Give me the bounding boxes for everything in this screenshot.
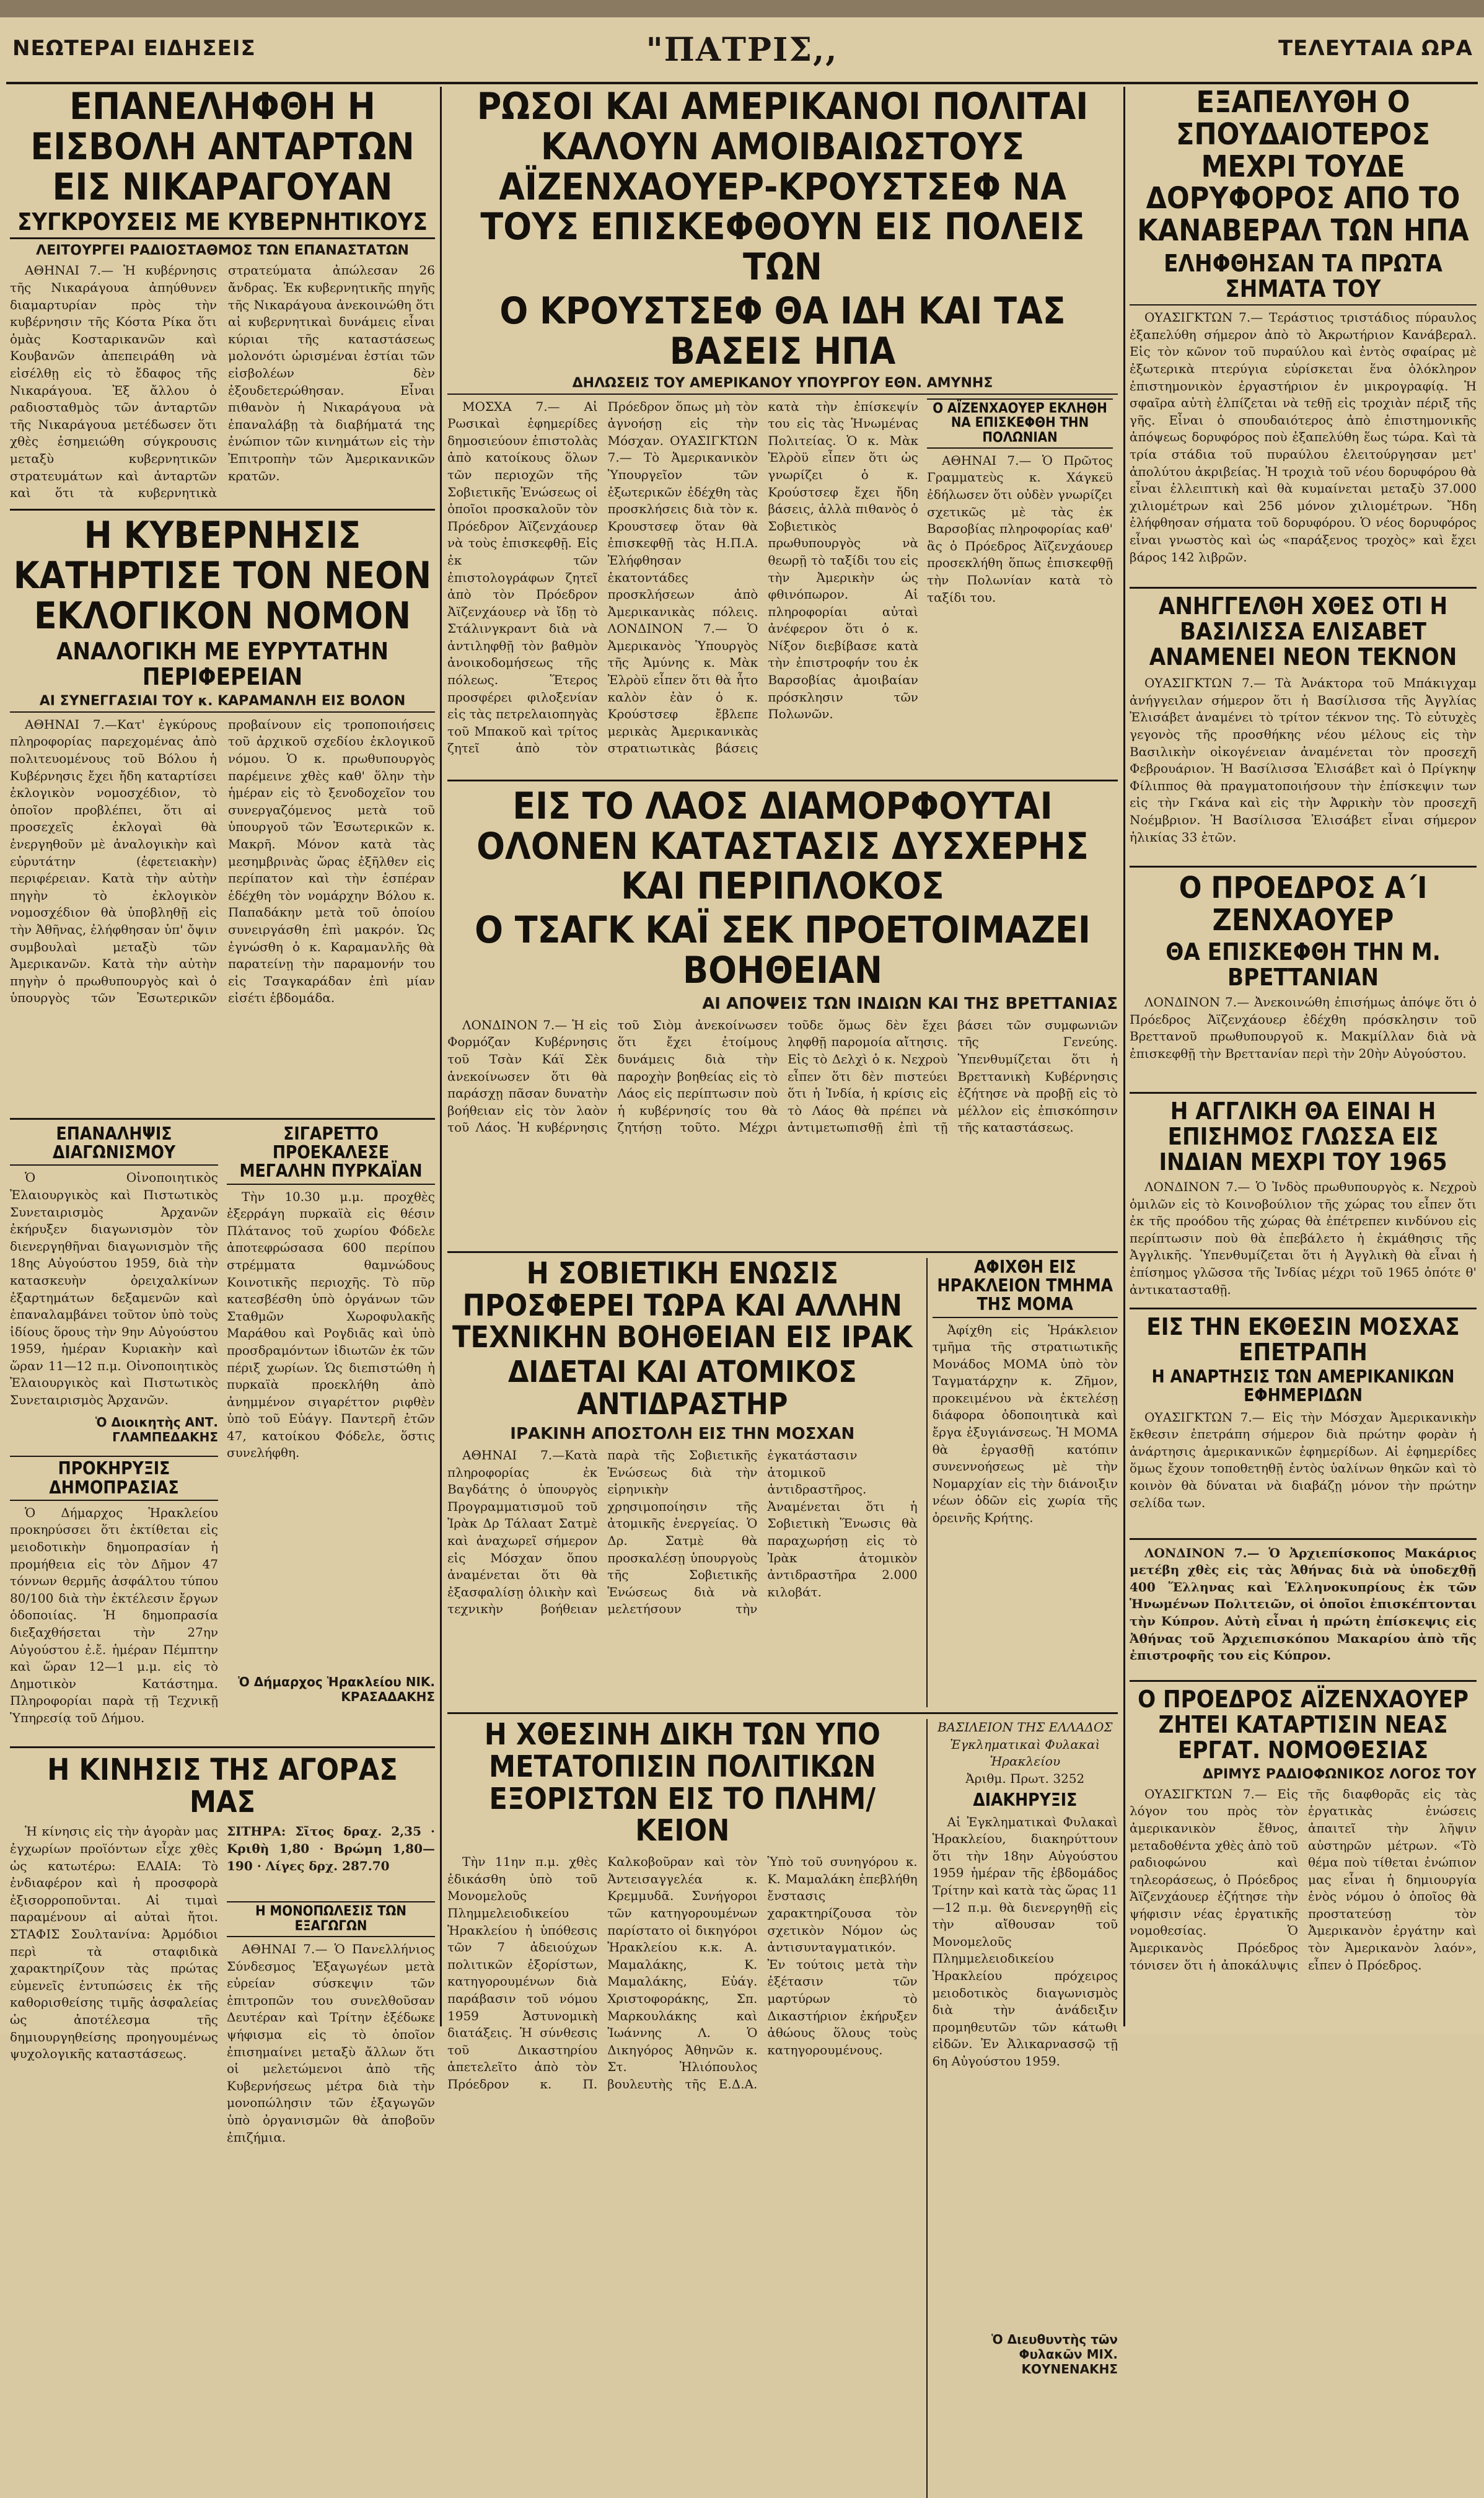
article-text: Αἱ Ἐγκληματικαὶ Φυλακαὶ Ἡρακλείου, διακηρύττουν ὅτι τὴν 18ην Αὐγούστου 1959 ἡμέραν τῆς ἑβδομάδος Τρίτην καὶ κατὰ τὰς ὥρας 11—12 π.μ. θὰ διενεργηθῇ εἰς τὴν αἴθουσαν τοῦ Μονομελοῦς Πλημμελειοδικείου Ἡρακλείου πρόχειρος μειοδοτικὸς διαγωνισμὸς διὰ τὴν ἀνάδειξιν προμηθευτῶν τῶν κάτωθι εἰδῶν. Ἐν Ἀλικαρνασσῷ τῇ 6η Αὐγούστου 1959. — [932, 1814, 1118, 2069]
article-satellite — [1130, 87, 1477, 582]
headline: Ο ΠΡΟΕΔΡΟΣ ΑΪΖΕΝΧΑΟΥΕΡ ΖΗΤΕΙ ΚΑΤΑΡΤΙΣΙΝ ΝΕΑΣ ΕΡΓΑΤ. ΝΟΜΟΘΕΣΙΑΣ — [1138, 1685, 1469, 1764]
masthead — [0, 17, 1484, 92]
subheadline: ΑΝΑΛΟΓΙΚΗ ΜΕ ΕΥΡΥΤΑΤΗΝ ΠΕΡΙΦΕΡΕΙΑΝ — [56, 637, 389, 690]
article-body — [447, 398, 918, 764]
left-column — [10, 85, 435, 2145]
article-text: ΜΟΣΧΑ 7.— Αἱ Ρωσικαὶ ἐφημερίδες δημοσιεύουν ἐπιστολὰς ἀπὸ κατοίκους ὅλων τῶν περιοχῶν τῆς Σοβιετικῆς Ἑνώσεως οἱ ὁποῖοι προσκαλοῦν τὸν Πρόεδρον Ἀϊζενχάουερ νὰ τοὺς ἐπισκεφθῇ. Εἰς ἐκ τῶν ἐπιστολογράφων ζητεῖ ἀπὸ τὸν Πρόεδρον Ἀϊζενχάουερ νὰ ἴδῃ τὸ Στάλινγκραντ διὰ νὰ ἀντιληφθῇ τὸν βαθμὸν ἀνοικοδομήσεως τῆς πόλεως. Ἕτερος προσφέρει φιλοξενίαν εἰς τὰς πετρελαιοπηγὰς τοῦ Μπακοῦ καὶ τρίτος ζητεῖ ἀπὸ τὸν Πρόεδρον ὅπως μὴ τὸν ἀγνοήσῃ εἰς τὴν Μόσχαν. ΟΥΑΣΙΓΚΤΩΝ 7.— Τὸ Ἀμερικανικὸν Ὑπουργεῖον τῶν ἐξωτερικῶν ἐδέχθη τὰς προσκλήσεις διὰ τὸν κ. Κρουστσεφ ὅταν θὰ ἐπισκεφθῇ τὰς Η.Π.Α. Ἐλήφθησαν ἑκατοντάδες προσκλήσεων ἀπὸ Ἀμερικανικὰς πόλεις. ΛΟΝΔΙΝΟΝ 7.— Ὁ Ἀμερικανὸς Ὑπουργὸς τῆς Ἀμύνης κ. Μὰκ Ἐλρὸϋ εἶπεν ὅτι θὰ ἦτο καλὸν ἐὰν ὁ κ. Κρούστσεφ ἔβλεπε μερικὰς Ἀμερικανικὰς στρατιωτικὰς βάσεις κατὰ τὴν ἐπίσκεψίν του εἰς τὰς Ἡνωμένας Πολιτείας. Ὁ κ. Μὰκ Ἐλρὸϋ εἶπεν ὅτι ὡς γνωρίζει ὁ κ. Κρούστσεφ ἔχει ἤδη βάσεις, ἀλλὰ πιθανὸς ὁ Σοβιετικὸς πρωθυπουργὸς νὰ θεωρῇ τὸ ταξίδι του εἰς τὴν Ἀμερικὴν ὡς φθινόπωρον. Αἱ πληροφορίαι αὐταὶ ἀνέφερον ὅτι ὁ κ. Νίξον διεβίβασε κατὰ τὴν ἐπιστροφήν του ἐκ Βαρσοβίας ἀμοιβαίαν πρόσκλησιν τῶν Πολωνῶν. — [447, 398, 918, 756]
subheadline: Η ΑΝΑΡΤΗΣΙΣ ΤΩΝ ΑΜΕΡΙΚΑΝΙΚΩΝ ΕΦΗΜΕΡΙΔΩΝ — [1151, 1366, 1455, 1406]
article-text: ΑΘΗΝΑΙ 7.— Ὁ Πρῶτος Γραμματεὺς κ. Χάγκεϋ ἐδήλωσεν ὅτι οὐδὲν γνωρίζει σχετικῶς μὲ τὰς ἐκ Βαρσοβίας πληροφορίας καθ' ἃς ὁ Πρόεδρος Ἀϊζενχάουερ προσεκλήθη ὅπως ἐπισκεφθῇ τὴν Πολωνίαν κατὰ τὸ ταξίδι του. — [927, 452, 1113, 605]
notice-fire — [227, 1125, 435, 1740]
signature: Ὁ Διευθυντὴς τῶν Φυλακῶν ΜΙΧ. ΚΟΥΝΕΝΑΚΗΣ — [991, 2331, 1118, 2377]
section-rule — [10, 1118, 435, 1120]
article-iraq — [447, 1258, 918, 1707]
article-body — [933, 1322, 1118, 1632]
trial-row — [447, 1719, 1118, 2498]
article-body — [447, 1447, 918, 1707]
article-body — [1130, 994, 1477, 1087]
article-text: Ὁ Δήμαρχος Ἡρακλείου προκηρύσσει ὅτι ἐκτίθεται εἰς μειοδοτικὴν δημοπρασίαν ἡ προμήθεια εἰς τὸν Δῆμον 47 τόννων θερμῆς ἀσφάλτου τύπου 80/100 διὰ τὴν ἐκτέλεσιν ἔργων ὁδοποιίας. Ἡ δημοπρασία διεξαχθήσεται τὴν 27ην Αὐγούστου ἐ.ἔ. ἡμέραν Πέμπτην καὶ ὥραν 12—1 μ.μ. εἰς τὸ Δημοτικὸν Κατάστημα. Πληροφορίαι παρὰ τῇ Τεχνικῇ Ὑπηρεσίᾳ τοῦ Δήμου. — [10, 1505, 218, 1725]
section-rule — [447, 1251, 1118, 1253]
article-body — [10, 1823, 218, 2257]
article-text: ΛΟΝΔΙΝΟΝ 7.— Ὁ Ἰνδὸς πρωθυπουργὸς κ. Νεχροὺ ὁμιλῶν εἰς τὸ Κοινοβούλιον τῆς χώρας του εἶπεν ὅτι ἐκ τῆς προόδου τῆς χώρας θὰ ἐπέτρεπεν κινδύνου εἰς περίπτωσιν ποὺ θὰ ἐπεβάλετο ἡ ἐκμάθησις τῆς Ἀγγλικῆς. Ὑπενθυμίζεται ὅτι ἡ Ἀγγλικὴ θὰ εἶναι ἡ ἐπίσημος γλῶσσα τῆς Ἰνδίας μέχρι τοῦ 1965 ὁπότε θ' ἀντικατασταθῇ. — [1130, 1179, 1477, 1297]
iraq-row — [447, 1258, 1118, 1707]
section-rule — [1130, 1680, 1477, 1682]
small-notices-row — [10, 1125, 435, 1740]
notice-prison — [926, 1719, 1118, 2498]
page-top-edge — [0, 0, 1484, 17]
headline: ΑΦΙΧΘΗ ΕΙΣ ΗΡΑΚΛΕΙΟΝ ΤΜΗΜΑ ΤΗΣ ΜΟΜΑ — [933, 1258, 1118, 1318]
section-rule — [10, 1746, 435, 1748]
headline: ΕΠΑΝΕΛΗΦΘΗ Η ΕΙΣΒΟΛΗ ΑΝΤΑΡΤΩΝ ΕΙΣ ΝΙΚΑΡΑΓΟΥΑΝ — [30, 85, 415, 209]
headline: Η ΑΓΓΛΙΚΗ ΘΑ ΕΙΝΑΙ Η ΕΠΙΣΗΜΟΣ ΓΛΩΣΣΑ ΕΙΣ ΙΝΔΙΑΝ ΜΕΧΡΙ ΤΟΥ 1965 — [1159, 1097, 1447, 1176]
article-body — [1130, 1545, 1477, 1675]
market-right — [227, 1823, 435, 2276]
article-text: Ὁ Οἰνοποιητικὸς Ἐλαιουργικὸς καὶ Πιστωτικὸς Συνεταιρισμὸς Ἀρχανῶν ἐκήρυξεν διαγωνισμὸν τὸν διενεργηθῆναι διαγωνισμὸν τῆς 18ης Αὐγούστου 1959, διὰ τὴν κατασκευὴν ὀρειχαλκίνων ἐξαρτημάτων δεξαμενῶν καὶ ἐπαναλαμβάνει τοῦτον ὑπὸ τοὺς ἰδίους ὅρους τὴν 9ην Αὐγούστου 1959, ἡμέραν Κυριακὴν καὶ ὥραν 11—12 π.μ. Οἰνοποιητικὸς Ἐλαιουργικὸς καὶ Πιστωτικὸς Συνεταιρισμὸς Ἀρχανῶν. — [10, 1170, 218, 1408]
section-rule — [10, 509, 435, 511]
article-text: ΛΟΝΔΙΝΟΝ 7.— Ἀνεκοινώθη ἐπισήμως ἀπόψε ὅτι ὁ Πρόεδρος Ἀϊζενχάουερ ἐδέχθη πρόσκλησιν τοῦ Βρεττανοῦ πρωθυπουργοῦ κ. Μακμίλλαν διὰ νὰ ἐπισκεφθῇ τὴν Βρεττανίαν περὶ τὴν 20ὴν Αὐγούστου. — [1130, 995, 1477, 1061]
sidebar-moma — [926, 1258, 1118, 1707]
column-rule — [440, 87, 442, 2026]
right-column — [1130, 87, 1477, 2030]
article-body — [10, 1505, 218, 1740]
article-body — [10, 262, 435, 504]
sidebar-poland — [927, 398, 1113, 775]
section-rule — [1130, 1538, 1477, 1540]
article-body — [447, 1017, 1118, 1246]
article-body — [1130, 1786, 1477, 2133]
signature: Ὁ Δήμαρχος Ἡρακλείου ΝΙΚ. ΚΡΑΣΑΔΑΚΗΣ — [238, 1674, 435, 1704]
article-body — [1130, 1179, 1477, 1303]
dek: ΔΗΛΩΣΕΙΣ ΤΟΥ ΑΜΕΡΙΚΑΝΟΥ ΥΠΟΥΡΓΟΥ ΕΘΝ. ΑΜΥΝΗΣ — [447, 376, 1118, 395]
article-text: Τὴν 11ην π.μ. χθὲς ἐδικάσθη ὑπὸ τοῦ Μονομελοῦς Πλημμελειοδικείου Ἡρακλείου ἡ ὑπόθεσις τῶν 7 ἀδειούχων πολιτικῶν ἐξορίστων, κατηγορουμένων διὰ παράβασιν τοῦ νόμου 1959 Ἀστυνομικὴ διατάξεις. Ἡ σύνθεσις τοῦ Δικαστηρίου ἀπετελεῖτο ἀπὸ τὸν Πρόεδρον κ. Π. Καλκοβοῦραν καὶ τὸν Ἀντεισαγγελέα κ. Κρεμμυδᾶ. Συνήγοροι τῶν κατηγορουμένων παρίστατο οἱ δικηγόροι Ἡρακλείου κ.κ. Α. Μαμαλάκης, Κ. Μαμαλάκης, Εὐάγ. Χριστοφοράκης, Σπ. Μαρκουλάκης καὶ Ἰωάννης Λ. Ὁ Δικηγόρος Ἀθηνῶν κ. Στ. Ἠλιόπουλος βουλευτὴς τῆς Ε.Δ.Α. Ὑπὸ τοῦ συνηγόρου κ. Κ. Μαμαλάκη ἐπεβλήθη ἔνστασις χαρακτηρίζουσα τὸν σχετικὸν Νόμον ὡς ἀντισυνταγματικόν. Ἐν τούτοις μετὰ τὴν ἐξέτασιν τῶν μαρτύρων τὸ Δικαστήριον ἐκήρυξεν ἀθώους ὅλους τοὺς κατηγορουμένους. — [447, 1854, 918, 2091]
article-text: Ἡ κίνησις εἰς τὴν ἀγορὰν μας ἐγχωρίων προϊόντων εἶχε χθὲς ὡς κατωτέρω: ΕΛΑΙΑ: Τὸ ἐνδιαφέρον καὶ ἡ προσφορὰ ἐξισορροποῦνται. Αἱ τιμαὶ παραμένουν αἱ αὐταὶ ἤτοι. ΣΤΑΦΙΣ Σουλτανίνα: Ἀρμόδιοι περὶ τὰ σταφιδικὰ χαρακτηρίζουν τὰς πρώτας εὐμενεῖς ἐντυπώσεις ἐκ τῆς καθορισθείσης τιμῆς ἀσφαλείας ὡς ἀποτέλεσμα τῆς δημιουργηθείσης προηγουμένως ψυχολογικῆς καταστάσεως. — [10, 1824, 218, 2062]
section-rule — [447, 1712, 1118, 1714]
article-text: ΟΥΑΣΙΓΚΤΩΝ 7.— Εἰς λόγον του πρὸς τὸν ἀμερικανικὸν ἔθνος, μεταδοθέντα χθὲς ἀπὸ τοῦ ραδιοφώνου καὶ τηλεοράσεως, ὁ Πρόεδρος Ἀϊζενχάουερ ἐζήτησε τὴν ψήφισιν νέας ἐργατικῆς νομοθεσίας. Ὁ Ἀμερικανὸς Πρόεδρος τόνισεν ὅτι ἡ ἀποκάλυψις τῆς διαφθορᾶς εἰς τὰς ἐργατικὰς ἑνώσεις ἀπαιτεῖ τὴν λῆψιν αὐστηρῶν μέτρων. «Τὸ θέμα ποὺ τίθεται ἐνώπιον μας εἶναι ἡ δημιουργία ἑνὸς νόμου ὁ ὁποῖος θὰ προστατεύσῃ τὸν Ἀμερικανὸν ἐργάτην καὶ τὸν Ἀμερικανὸν λαόν», εἶπεν ὁ Πρόεδρος. — [1130, 1786, 1477, 1972]
headline: ΡΩΣΟΙ ΚΑΙ ΑΜΕΡΙΚΑΝΟΙ ΠΟΛΙΤΑΙ ΚΑΛΟΥΝ ΑΜΟΙΒΑΙΩΣΤΟΥΣ ΑΪΖΕΝΧΑΟΥΕΡ-ΚΡΟΥΣΤΣΕΦ ΝΑ ΤΟΥΣ ΕΠΙΣΚΕΦΘΟΥΝ ΕΙΣ ΠΟΛΕΙΣ ΤΩΝ — [476, 85, 1089, 289]
article-market — [10, 1754, 435, 2276]
dek: ΙΡΑΚΙΝΗ ΑΠΟΣΤΟΛΗ ΕΙΣ ΤΗΝ ΜΟΣΧΑΝ — [510, 1424, 855, 1443]
dek: ΑΙ ΑΠΟΨΕΙΣ ΤΩΝ ΙΝΔΙΩΝ ΚΑΙ ΤΗΣ ΒΡΕΤΤΑΝΙΑΣ — [702, 994, 1118, 1013]
notice-number: Ἀριθμ. Πρωτ. 3252 — [965, 1770, 1085, 1786]
subheadline: Ο ΚΡΟΥΣΤΣΕΦ ΘΑ ΙΔΗ ΚΑΙ ΤΑΣ ΒΑΣΕΙΣ ΗΠΑ — [499, 289, 1066, 373]
article-body — [10, 716, 435, 1113]
headline: ΕΙΣ ΤΗΝ ΕΚΘΕΣΙΝ ΜΟΣΧΑΣ ΕΠΕΤΡΑΠΗ — [1146, 1313, 1460, 1366]
subheadline: ΕΛΗΦΘΗΣΑΝ ΤΑ ΠΡΩΤΑ ΣΗΜΑΤΑ ΤΟΥ — [1130, 251, 1477, 306]
dek: ΔΡΙΜΥΣ ΡΑΔΙΟΦΩΝΙΚΟΣ ΛΟΓΟΣ ΤΟΥ — [1202, 1766, 1477, 1782]
column-rule — [1123, 87, 1125, 2026]
headline: ΣΙΓΑΡΕΤΤΟ ΠΡΟΕΚΑΛΕΣΕ ΜΕΓΑΛΗΝ ΠΥΡΚΑΪΑΝ — [227, 1125, 435, 1185]
masthead-left: ΝΕΩΤΕΡΑΙ ΕΙΔΗΣΕΙΣ — [12, 36, 256, 61]
headline: Η ΧΘΕΣΙΝΗ ΔΙΚΗ ΤΩΝ ΥΠΟ ΜΕΤΑΤΟΠΙΣΙΝ ΠΟΛΙΤΙΚΩΝ ΕΞΟΡΙΣΤΩΝ ΕΙΣ ΤΟ ΠΛΗΜ/ΚΕΙΟΝ — [484, 1717, 880, 1849]
masthead-right: ΤΕΛΕΥΤΑΙΑ ΩΡΑ — [1278, 36, 1473, 61]
article-body — [927, 452, 1113, 775]
dek: ΑΙ ΣΥΝΕΓΓΑΣΙΑΙ ΤΟΥ κ. ΚΑΡΑΜΑΝΛΗ ΕΙΣ ΒΟΛΟΝ — [10, 693, 435, 713]
article-text: ΑΘΗΝΑΙ 7.— Ὁ Πανελλήνιος Σύνδεσμος Ἐξαγωγέων μετὰ εὐρείαν σύσκεψιν τῶν ἐπιτροπῶν του συνελθοῦσαν Δευτέραν καὶ Τρίτην ἐξέδωκε ψήφισμα εἰς τὸ ὁποῖον ἐπισημαίνει μεταξὺ ἄλλων ὅτι οἱ μελετώμενοι ἀπὸ τῆς Κυβερνήσεως μέτρα διὰ τὴν μονοπώλησιν τῶν ἐξαγωγῶν ὑπὸ ὀργανισμῶν θὰ ἀποβοῦν ἐπιζήμια. — [227, 1941, 435, 2145]
market-row — [10, 1823, 435, 2276]
article-row — [447, 398, 1118, 775]
article-labor-law — [1130, 1687, 1477, 2133]
headline: Η ΚΙΝΗΣΙΣ ΤΗΣ ΑΓΟΡΑΣ ΜΑΣ — [47, 1752, 398, 1819]
article-body — [227, 1189, 435, 1671]
subheadline: ΔΙΔΕΤΑΙ ΚΑΙ ΑΤΟΜΙΚΟΣ ΑΝΤΙΔΡΑΣΤΗΡ — [507, 1355, 857, 1422]
article-body — [1130, 1409, 1477, 1533]
article-electoral-law — [10, 516, 435, 1112]
subheadline: ΘΑ ΕΠΙΣΚΕΦΘΗ ΤΗΝ Μ. ΒΡΕΤΤΑΝΙΑΝ — [1166, 938, 1441, 991]
article-body — [933, 1814, 1118, 2328]
headline: ΠΡΟΚΗΡΥΞΙΣ ΔΗΜΟΠΡΑΣΙΑΣ — [10, 1456, 218, 1500]
article-english-india — [1130, 1099, 1477, 1303]
article-body — [1130, 675, 1477, 861]
article-trial — [447, 1719, 918, 2498]
article-queen — [1130, 594, 1477, 861]
center-column — [447, 85, 1118, 2377]
headline: Ο ΑΪΖΕΝΧΑΟΥΕΡ ΕΚΛΗΘΗ ΝΑ ΕΠΙΣΚΕΦΘΗ ΤΗΝ ΠΟΛΩΝΙΑΝ — [927, 398, 1113, 449]
article-makarios — [1130, 1545, 1477, 1675]
article-laos — [447, 786, 1118, 1246]
headline: ΑΝΗΓΓΕΛΘΗ ΧΘΕΣ ΟΤΙ Η ΒΑΣΙΛΙΣΣΑ ΕΛΙΣΑΒΕΤ ΑΝΑΜΕΝΕΙ ΝΕΟΝ ΤΕΚΝΟΝ — [1149, 592, 1457, 671]
article-text: ΑΘΗΝΑΙ 7.—Κατ' ἐγκύρους πληροφορίας παρεχομένας ἀπὸ πολιτευομένους τοῦ Βόλου ἡ Κυβέρνησις ἔχει ἤδη καταρτίσει ἐκλογικὸν νομοσχέδιον, τὸ ὁποῖον προβλέπει, ὅτι αἱ προσεχεῖς ἐκλογαὶ θὰ ἐνεργηθοῦν μὲ ἀναλογικὴν καὶ εὐρυτάτην (ἐφετειακὴν) περιφέρειαν. Κατὰ τὴν αὐτὴν πηγὴν τὸ ἐκλογικὸν νομοσχέδιον θὰ ὑποβληθῇ εἰς τὴν Ἀθῆνας, ἐλήφθησαν ὑπ' ὄψιν συμβουλαὶ μεταξὺ τῶν Ἀμερικανῶν. Κατὰ τὴν αὐτὴν πηγὴν ὁ πρωθυπουργὸς καὶ ὁ ὑπουργὸς τῶν Ἐσωτερικῶν προβαίνουν εἰς τροποποιήσεις τοῦ ἀρχικοῦ σχεδίου ἐκλογικοῦ νόμου. Ὁ κ. πρωθυπουργὸς παρέμεινε χθὲς καθ' ὅλην τὴν ἡμέραν εἰς τὸ ξενοδοχεῖον του συνεργαζόμενος μετὰ τοῦ ὑπουργοῦ τῶν Ἐσωτερικῶν κ. Μακρῆ. Μόνον κατὰ τὰς μεσημβρινὰς ὥρας ἐξῆλθεν εἰς περίπατον καὶ τὴν ἑσπέραν ἐδέχθη τὸν νομάρχην Βόλου κ. Παπαδάκην μετὰ τοῦ ὁποίου συνειργάσθη ἐπὶ μακρόν. Ὡς ἐγνώσθη ὁ κ. Καραμανλῆς θὰ παρατείνῃ τὴν παραμονήν του εἰς Τσαγκαράδαν ἐπὶ μίαν εἰσέτι ἑβδομάδα. — [10, 716, 435, 1006]
section-rule — [447, 780, 1118, 781]
price-list: ΣΙΤΗΡΑ: Σῖτος δραχ. 2,35 · Κριθὴ 1,80 · Βρώμη 1,80—190 · Λίγες δρχ. 287.70 — [227, 1824, 435, 1873]
section-rule — [1130, 1308, 1477, 1309]
article-text: ΑΘΗΝΑΙ 7.— Ἡ κυβέρνησις τῆς Νικαράγουα ἀπηύθυνεν διαμαρτυρίαν πρὸς τὴν κυβέρνησιν τῆς Κόστα Ρίκα ὅτι ὁμὰς Κοσταρικανῶν καὶ Κουβανῶν ἀπεπειράθη νὰ εἰσέλθῃ εἰς τὸ ἔδαφος τῆς Νικαράγουα. Ἐξ ἄλλου ὁ ραδιοσταθμὸς τῶν ἀνταρτῶν τῆς Νικαράγουα μετέδωσεν ὅτι χθὲς ἐσημειώθη σύγκρουσις μεταξὺ κυβερνητικῶν στρατευμάτων καὶ ἀνταρτῶν καὶ ὅτι τὰ κυβερνητικὰ στρατεύματα ἀπώλεσαν 26 ἄνδρας. Ἐκ κυβερνητικῆς πηγῆς τῆς Νικαράγουα ἀνεκοινώθη ὅτι αἱ κυβερνητικαὶ δυνάμεις εἶναι κύριαι τῆς καταστάσεως μολονότι ὡρισμέναι ἑστίαι τῶν εἰσβολέων δὲν ἐξουδετερώθησαν. Εἶναι πιθανὸν ἡ Νικαράγουα νὰ ἐπαναλάβῃ τὰ διαβήματά της ἐνώπιον τῶν κινημάτων εἰς τὴν Ἐπιτροπὴν τῶν Ἀμερικανικῶν κρατῶν. — [10, 263, 435, 501]
dek: ΛΕΙΤΟΥΡΓΕΙ ΡΑΔΙΟΣΤΑΘΜΟΣ ΤΩΝ ΕΠΑΝΑΣΤΑΤΩΝ — [36, 243, 409, 259]
headline: ΕΙΣ ΤΟ ΛΑΟΣ ΔΙΑΜΟΡΦΟΥΤΑΙ ΟΛΟΝΕΝ ΚΑΤΑΣΤΑΣΙΣ ΔΥΣΧΕΡΗΣ ΚΑΙ ΠΕΡΙΠΛΟΚΟΣ — [476, 784, 1089, 908]
headline: Η ΜΟΝΟΠΩΛΕΣΙΣ ΤΩΝ ΕΞΑΓΩΓΩΝ — [227, 1901, 435, 1937]
subheadline: ΣΥΓΚΡΟΥΣΕΙΣ ΜΕ ΚΥΒΕΡΝΗΤΙΚΟΥΣ — [10, 209, 435, 239]
section-rule — [1130, 1092, 1477, 1094]
headline: Ο ΠΡΟΕΔΡΟΣ Α΄Ι ΖΕΝΧΑΟΥΕΡ — [1179, 871, 1428, 938]
article-text: Τὴν 10.30 μ.μ. προχθὲς ἐξερράγη πυρκαϊὰ εἰς θέσιν Πλάτανος τοῦ χωρίου Φόδελε ἀποτεφρώσασα 600 περίπου στρέμματα θαμνώδους Κοινοτικῆς περιοχῆς. Τὸ πῦρ κατεσβέσθη ὑπὸ ὀργάνων τῶν Σταθμῶν Χωροφυλακῆς Μαράθου καὶ Ρογδιᾶς καὶ ὑπὸ προσδραμόντων ἰδιωτῶν ἐκ τῶν πέριξ χωρίων. Ὡς διεπιστώθη ἡ πυρκαϊὰ προεκλήθη ἀπὸ ἀνημμένον σιγαρέττον ριφθὲν ὑπὸ τοῦ Εὐάγγ. Παντερῆ ἐτῶν 47, κατοίκου Φόδελε, ὅστις συνελήφθη. — [227, 1189, 435, 1461]
article-body — [447, 1854, 918, 2498]
article-text: Ἀφίχθη εἰς Ἡράκλειον τμῆμα τῆς στρατιωτικῆς Μονάδος ΜΟΜΑ ὑπὸ τὸν Ταγματάρχην κ. Ζῆμον, προκειμένου νὰ ἐκτελέσῃ διάφορα ὁδοποιητικὰ καὶ ἔργα ἐξυγιάνσεως. Ἡ ΜΟΜΑ θὰ ἐργασθῇ κατόπιν συνεννοήσεως μὲ τὴν Νομαρχίαν εἰς τὴν διάνοιξιν νέων ὁδῶν εἰς χωρία τῆς ὀρεινῆς Κρήτης. — [932, 1322, 1118, 1526]
section-rule — [1130, 866, 1477, 868]
article-text: ΟΥΑΣΙΓΚΤΩΝ 7.— Τὰ Ἀνάκτορα τοῦ Μπάκιγχαμ ἀνήγγειλαν σήμερον ὅτι ἡ Βασίλισσα τῆς Ἀγγλίας Ἐλισάβετ ἀναμένει τὸ τρίτον τέκνον της. Τὸ εὐτυχὲς γεγονὸς τῆς προσθήκης νέου μέλους εἰς τὴν Βασιλικὴν οἰκογένειαν ἀναμένεται τὸν προσεχῆ Φεβρουάριον. Ἡ Βασίλισσα Ἐλισάβετ καὶ ὁ Πρίγκηψ Φίλιππος θὰ πραγματοποιήσουν τὴν ἐπίσκεψιν των εἰς τὴν Γκάνα καὶ εἰς τὴν Ἀφρικὴν τὸν προσεχῆ Νοέμβριον. Ἡ Βασίλισσα Ἐλισάβετ εἶναι σήμερον ἡλικίας 33 ἐτῶν. — [1130, 675, 1477, 845]
notice-issuer: ΒΑΣΙΛΕΙΟΝ ΤΗΣ ΕΛΛΑΔΟΣ Ἐγκληματικαὶ Φυλακαὶ Ἡρακλείου — [937, 1719, 1113, 1769]
headline: Η ΣΟΒΙΕΤΙΚΗ ΕΝΩΣΙΣ ΠΡΟΣΦΕΡΕΙ ΤΩΡΑ ΚΑΙ ΑΛΛΗΝ ΤΕΧΝΙΚΗΝ ΒΟΗΘΕΙΑΝ ΕΙΣ ΙΡΑΚ — [452, 1256, 913, 1355]
headline: ΕΞΑΠΕΛΥΘΗ Ο ΣΠΟΥΔΑΙΟΤΕΡΟΣ ΜΕΧΡΙ ΤΟΥΔΕ ΔΟΡΥΦΟΡΟΣ ΑΠΟ ΤΟ ΚΑΝΑΒΕΡΑΛ ΤΩΝ ΗΠΑ — [1137, 85, 1469, 248]
article-body — [10, 1169, 218, 1411]
headline: Η ΚΥΒΕΡΝΗΣΙΣ ΚΑΤΗΡΤΙΣΕ ΤΟΝ ΝΕΟΝ ΕΚΛΟΓΙΚΟΝ ΝΟΜΟΝ — [13, 514, 432, 638]
masthead-rule — [6, 82, 1478, 84]
notice-competition — [10, 1125, 218, 1740]
article-moscow-exhibition — [1130, 1314, 1477, 1533]
signature: Ὁ Διοικητὴς ΑΝΤ. ΓΛΑΜΠΕΔΑΚΗΣ — [95, 1415, 218, 1445]
notice-heading: ΔΙΑΚΗΡΥΞΙΣ — [973, 1790, 1078, 1811]
article-text: ΟΥΑΣΙΓΚΤΩΝ 7.— Τεράστιος τριστάδιος πύραυλος ἐξαπελύθη σήμερον ἀπὸ τὸ Ἀκρωτήριον Κανάβεραλ. Εἰς τὸν κῶνον τοῦ πυραύλου καὶ ἐντὸς σφαίρας μὲ ἐξωτερικὰ πτερύγια εὑρίσκεται ἕνα ὁλόκληρον ἐπιστημονικὸν ἐργαστήριον ἐν μικρογραφίᾳ. Ἡ σφαῖρα αὐτὴ ἐλπίζεται νὰ τεθῇ εἰς τροχιὰν πέριξ τῆς γῆς. Εἶναι ὁ σπουδαιότερος ἀπὸ ἐπιστημονικῆς ἀπόψεως δορυφόρος ποὺ ἐξαπελύθη ἕως τώρα. Καὶ τὰ τρία στάδια τοῦ πυραύλου ἐλειτούργησαν μετ' ἀπολύτου ἀκριβείας. Ἡ τροχιὰ τοῦ νέου δορυφόρου θὰ εἶναι ἐλλειπτικὴ καὶ θὰ κυμαίνεται μεταξὺ 37.000 χιλιομέτρων καὶ 256 μόνον χιλιομέτρων. Ἤδη ἐλήφθησαν σήματα τοῦ δορυφόρου. Ὁ νέος δορυφόρος εἶναι γνωστὸς καὶ ὡς «παράξενος τροχὸς» καὶ ἔχει βάρος 142 λιβρῶν. — [1130, 310, 1477, 565]
subheadline: Ο ΤΣΑΓΚ ΚΑΪ ΣΕΚ ΠΡΟΕΤΟΙΜΑΖΕΙ ΒΟΗΘΕΙΑΝ — [475, 908, 1091, 993]
section-rule — [1130, 587, 1477, 589]
article-text: ΟΥΑΣΙΓΚΤΩΝ 7.— Εἰς τὴν Μόσχαν Ἀμερικανικὴν ἔκθεσιν ἐπετράπη σήμερον διὰ πρώτην φορὰν ἡ ἀνάρτησις ἀμερικανικῶν ἐφημερίδων. Αἱ ἐφημερίδες ὅμως ἔχουν τοποθετηθῇ ἐντὸς ὑαλίνων θηκῶν καὶ τὸ κοινὸν θὰ δύναται νὰ διαβάζῃ μόνον τὴν πρώτην σελίδα των. — [1130, 1409, 1477, 1510]
article-nicaragua — [10, 87, 435, 504]
article-russians-americans — [447, 87, 1118, 775]
article-text: ΑΘΗΝΑΙ 7.—Κατὰ πληροφορίας ἐκ Βαγδάτης ὁ ὑπουργὸς Προγραμματισμοῦ τοῦ Ἰρὰκ Δρ Τάλαατ Σατμὲ καὶ ἀναχωρεῖ σήμερον εἰς Μόσχαν ὅπου ἀναμένεται ὅτι θὰ ἐξασφαλίσῃ ὁλικὴν καὶ τεχνικὴν βοήθειαν παρὰ τῆς Σοβιετικῆς Ἑνώσεως διὰ τὴν εἰρηνικὴν χρησιμοποίησιν τῆς ἀτομικῆς ἐνεργείας. Ὁ Δρ. Σατμὲ θὰ προσκαλέσῃ ὑπουργοὺς τῆς Σοβιετικῆς Ἑνώσεως διὰ νὰ μελετήσουν τὴν ἐγκατάστασιν ἀτομικοῦ ἀντιδραστῆρος. Ἀναμένεται ὅτι ἡ Σοβιετικὴ Ἕνωσις θὰ παραχωρήσῃ εἰς τὸ Ἰρὰκ ἀτομικὸν ἀντιδραστῆρα 2.000 κιλοβάτ. — [447, 1447, 918, 1617]
article-body — [227, 1941, 435, 2276]
headline: ΕΠΑΝΑΛΗΨΙΣ ΔΙΑΓΩΝΙΣΜΟΥ — [10, 1125, 218, 1166]
article-eisenhower-britain — [1130, 873, 1477, 1087]
masthead-title: "ΠΑΤΡΙΣ,, — [646, 31, 838, 69]
article-body — [1130, 309, 1477, 582]
article-text: ΛΟΝΔΙΝΟΝ 7.— Ἡ εἰς Φορμόζαν Κυβέρνησις τοῦ Τσὰν Κάϊ Σὲκ ἀνεκοίνωσεν ὅτι θὰ παράσχῃ πᾶσαν δυνατὴν βοήθειαν εἰς τὸν λαὸν τοῦ Λάος. Ἡ κυβέρνησις τοῦ Σιὸμ ἀνεκοίνωσεν ὅτι ἔχει ἐτοίμους δυνάμεις διὰ τὴν παροχὴν βοηθείας εἰς τὸ Λάος εἰς περίπτωσιν ποὺ ἡ κυβέρνησίς του θὰ ζητήσῃ τοῦτο. Μέχρι τοῦδε ὅμως δὲν ἔχει ληφθῇ παρομοία αἴτησις. Εἰς τὸ Δελχὶ ὁ κ. Νεχροὺ εἶπεν ὅτι δὲν πιστεύει ὅτι ἡ Ἰνδία, ἡ κρίσις εἰς τὸ Λάος θὰ πρέπει νὰ ἀντιμετωπισθῇ ἐπὶ τῇ βάσει τῶν συμφωνιῶν τῆς Γενεύης. Ὑπενθυμίζεται ὅτι ἡ Βρεττανικὴ Κυβέρνησις ἐζήτησε νὰ προβῇ εἰς τὸ μέλλον εἰς ἐπισκόπησιν τῆς καταστάσεως. — [447, 1017, 1118, 1135]
article-text: ΛΟΝΔΙΝΟΝ 7.— Ὁ Ἀρχιεπίσκοπος Μακάριος μετέβη χθὲς εἰς τὰς Ἀθήνας διὰ νὰ ὑποδεχθῇ 400 Ἕλληνας καὶ Ἑλληνοκυπρίους ἐκ τῶν Ἡνωμένων Πολιτειῶν, οἱ ὁποῖοι ἐπισκέπτονται τὴν Κύπρον. Αὐτὴ εἶναι ἡ πρώτη ἐπίσκεψις εἰς Ἀθήνας τοῦ Ἀρχιεπισκόπου Μακαρίου ἀπὸ τῆς ἐπιστροφῆς του εἰς Κύπρον. — [1130, 1545, 1477, 1663]
